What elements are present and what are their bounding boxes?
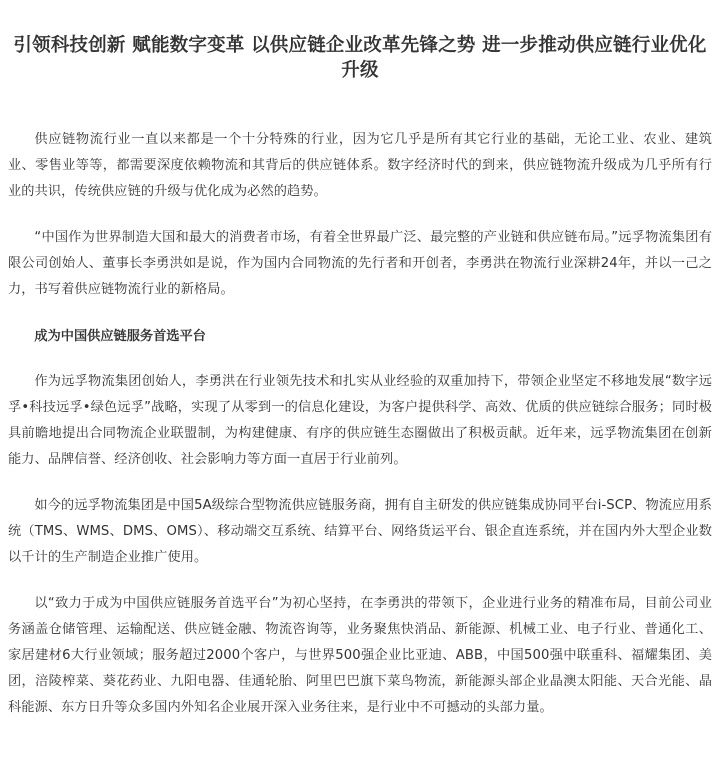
paragraph-quote: “中国作为世界制造大国和最大的消费者市场，有着全世界最广泛、最完整的产业链和供应链布局。”远孚物流集团有限公司创始人、董事长李勇洪如是说，作为国内合同物流的先行者和开创者，李勇洪在物流行业深耕24年，并以一己之力，书写着供应链物流行业的新格局。 [8, 230, 712, 297]
article-title: 引领科技创新 赋能数字变革 以供应链企业改革先锋之势 进一步推动供应链行业优化升级 [13, 35, 707, 81]
paragraph-intro: 供应链物流行业一直以来都是一个十分特殊的行业，因为它几乎是所有其它行业的基础，无论工业、农业、建筑业、零售业等等，都需要深度依赖物流和其背后的供应链体系。数字经济时代的到来，供应链物流升级成为几乎所有行业的共识，传统供应链的升级与优化成为必然的趋势。 [8, 132, 712, 199]
paragraph-strategy: 作为远孚物流集团创始人，李勇洪在行业领先技术和扎实从业经验的双重加持下，带领企业坚定不移地发展“数字远孚•科技远孚•绿色远孚”战略，实现了从零到一的信息化建设，为客户提供科学、高效、优质的供应链综合服务；同时极具前瞻地提出合同物流企业联盟制，为构建健康、有序的供应链生态圈做出了积极贡献。近年来，远孚物流集团在创新能力、品牌信誉、经济创收、社会影响力等方面一直居于行业前列。 [8, 374, 712, 467]
paragraph-clients: 以“致力于成为中国供应链服务首选平台”为初心坚持，在李勇洪的带领下，企业进行业务的精准布局，目前公司业务涵盖仓储管理、运输配送、供应链金融、物流咨询等，业务聚焦快消品、新能源、机械工业、电子行业、普通化工、家居建材6大行业领域；服务超过2000个客户，与世界500强企业比亚迪、ABB，中国500强中联重科、福耀集团、美团，涪陵榨菜、葵花药业、九阳电器、佳通轮胎、阿里巴巴旗下菜鸟物流，新能源头部企业晶澳太阳能、天合光能、晶科能源、东方日升等众多国内外知名企业展开深入业务往来，是行业中不可撼动的头部力量。 [8, 596, 712, 715]
section-subheading: 成为中国供应链服务首选平台 [34, 329, 206, 344]
paragraph-platform: 如今的远孚物流集团是中国5A级综合型物流供应链服务商，拥有自主研发的供应链集成协同平台i-SCP、物流应用系统（TMS、WMS、DMS、OMS）、移动端交互系统、结算平台、网络货运平台、银企直连系统，并在国内外大型企业数以千计的生产制造企业推广使用。 [8, 498, 712, 565]
